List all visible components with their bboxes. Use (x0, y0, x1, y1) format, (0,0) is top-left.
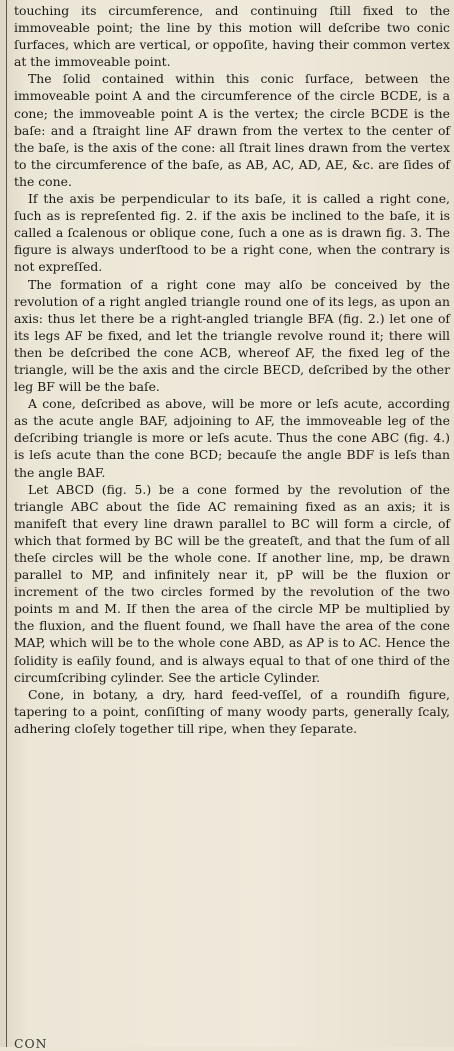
paragraph: The formation of a right cone may alſo be conceived by the revolution of a right angled triangle round one of its legs, as upon an axis: thus let there be a right-angled triangle BFA (fig. 2.) let one of its legs AF be fixed, and let the triangle revolve round it; there will then be deſcribed the cone ACB, whereof AF, the fixed leg of the triangle, will be the axis and the circle BECD, deſcribed by the other leg BF will be the baſe. (14, 276, 450, 395)
paragraph: If the axis be perpendicular to its baſe, it is called a right cone, ſuch as is repreſented fig. 2. if the axis be inclined to the baſe, it is called a ſcalenous or oblique cone, ſuch a one as is drawn fig. 3. The figure is always underſtood to be a right cone, when the contrary is not expreſſed. (14, 191, 450, 275)
cut-off-line: CON (14, 1036, 48, 1051)
paragraph: Let ABCD (fig. 5.) be a cone formed by the revolution of the triangle ABC about the ſide AC remaining fixed as an axis; it is manifeſt that every line drawn parallel to BC will form a circle, of which that formed by BC will be the greateſt, and that the ſum of all theſe circles will be the whole cone. If another line, mp, be drawn parallel to MP, and infinitely near it, pP will be the fluxion or increment of the two circles formed by the revolution of the two points m and M. If then the area of the circle MP be multiplied by the fluxion, and the fluent found, we ſhall have the area of the cone MAP, which will be to the whole cone ABD, as AP is to AC. Hence the ſolidity is eaſily found, and is always equal to that of one third of the circumſcribing cylinder. See the article Cylinder. (14, 481, 450, 685)
paragraph: A cone, deſcribed as above, will be more or leſs acute, according as the acute angle BAF, adjoining to AF, the immoveable leg of the deſcribing triangle is more or leſs acute. Thus the cone ABC (fig. 4.) is leſs acute than the cone BCD; becauſe the angle BDF is leſs than the angle BAF. (14, 396, 450, 480)
paragraph: touching its circumference, and continuing ſtill fixed to the immoveable point; the line by this motion will deſcribe two conic ſurfaces, which are vertical, or oppoſite, having their common vertex at the immoveable point. (14, 3, 450, 70)
paragraph: The ſolid contained within this conic ſurface, between the immoveable point A and the circumference of the circle BCDE, is a cone; the immoveable point A is the vertex; the circle BCDE is the baſe: and a ſtraight line AF drawn from the vertex to the center of the baſe, is the axis of the cone: all ſtrait lines drawn from the vertex to the circumference of the baſe, as AB, AC, AD, AE, &c. are ſides of the cone. (14, 71, 450, 189)
article-text (14, 2, 450, 737)
column-rule (6, 0, 7, 1047)
paragraph: Cone, in botany, a dry, hard feed-veſſel, of a roundiſh figure, tapering to a point, conſiſting of many woody parts, generally ſcaly, adhering cloſely together till ripe, when they ſeparate. (14, 686, 450, 736)
